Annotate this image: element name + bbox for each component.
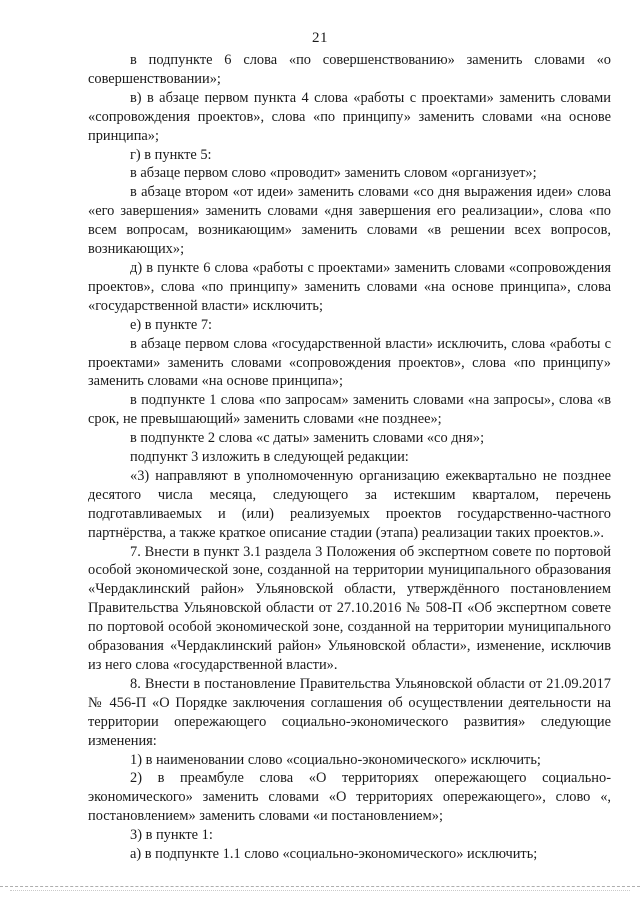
paragraph: в подпункте 2 слова «с даты» заменить словами «со дня»; (130, 430, 485, 447)
paragraph: подпункт 3 изложить в следующей редакции: (130, 449, 409, 466)
paragraph: е) в пункте 7: (130, 316, 213, 333)
paragraph: 7. Внести в пункт 3.1 раздела 3 Положения об экспертном совете по портовой особой экономической зоне, созданной на территории муниципального образования «Чердаклинский район» Ульяновской области, утверждённого постановлением Правительства Ульяновской области от 27.10.2016 № 508-П «Об экспертном совете по портовой особой экономической зоне, созданной на территории муниципального образования «Чердаклинский район» Ульяновской области», изменение, исключив из него слова «государственной власти». (88, 543, 611, 673)
paragraph: а) в подпункте 1.1 слово «социально-экономического» исключить; (130, 846, 538, 863)
paragraph: «3) направляют в уполномоченную организацию ежеквартально не позднее десятого числа месяца, следующего за истекшим кварталом, перечень подготавливаемых и (или) реализуемых проектов государственно-частного партнёрства, а также краткое описание стадии (этапа) реализации таких проектов.». (88, 467, 611, 541)
page-number: 21 (312, 30, 328, 46)
paragraph: 3) в пункте 1: (130, 827, 213, 844)
paragraph: в абзаце первом слово «проводит» заменить словом «организует»; (130, 165, 537, 182)
scan-edge-line (10, 890, 630, 891)
paragraph: в подпункте 1 слова «по запросам» заменить словами «на запросы», слова «в срок, не превышающий» заменить словами «не позднее»; (88, 392, 611, 428)
paragraph: в подпункте 6 слова «по совершенствованию» заменить словами «о совершенствовании»; (88, 52, 611, 87)
paragraph: 1) в наименовании слово «социально-экономического» исключить; (130, 751, 541, 768)
paragraph: д) в пункте 6 слова «работы с проектами» заменить словами «сопровождения проектов», слова «по принципу» заменить словами «на основе принципа», слова «государственной власти» исключить; (88, 259, 611, 314)
paragraph: в абзаце втором «от идеи» заменить словами «со дня выражения идеи» слова «его завершения» заменить словами «дня завершения его реализации», слова «по всем вопросам, возникающим» заменить словами «в решении всех вопросов, возникающих»; (88, 184, 611, 258)
paragraph: в) в абзаце первом пункта 4 слова «работы с проектами» заменить словами «сопровождения проектов», слова «по принципу» заменить словами «на основе принципа»; (88, 89, 611, 144)
paragraph: г) в пункте 5: (130, 146, 212, 163)
paragraph: 2) в преамбуле слова «О территориях опережающего социально-экономического» заменить словами «О территориях опережающего», слово «, постановлением» заменить словами «и постановлением»; (88, 770, 611, 825)
paragraph: 8. Внести в постановление Правительства Ульяновской области от 21.09.2017 № 456-П «О Порядке заключения соглашения об осуществлении деятельности на территории опережающего социально-экономического развития» следующие изменения: (88, 675, 611, 749)
scan-edge-line (0, 886, 640, 887)
document-body (88, 51, 611, 864)
paragraph: в абзаце первом слова «государственной власти» исключить, слова «работы с проектами» заменить словами «сопровождения проектов», слова «по принципу» заменить словами «на основе принципа»; (88, 335, 611, 390)
